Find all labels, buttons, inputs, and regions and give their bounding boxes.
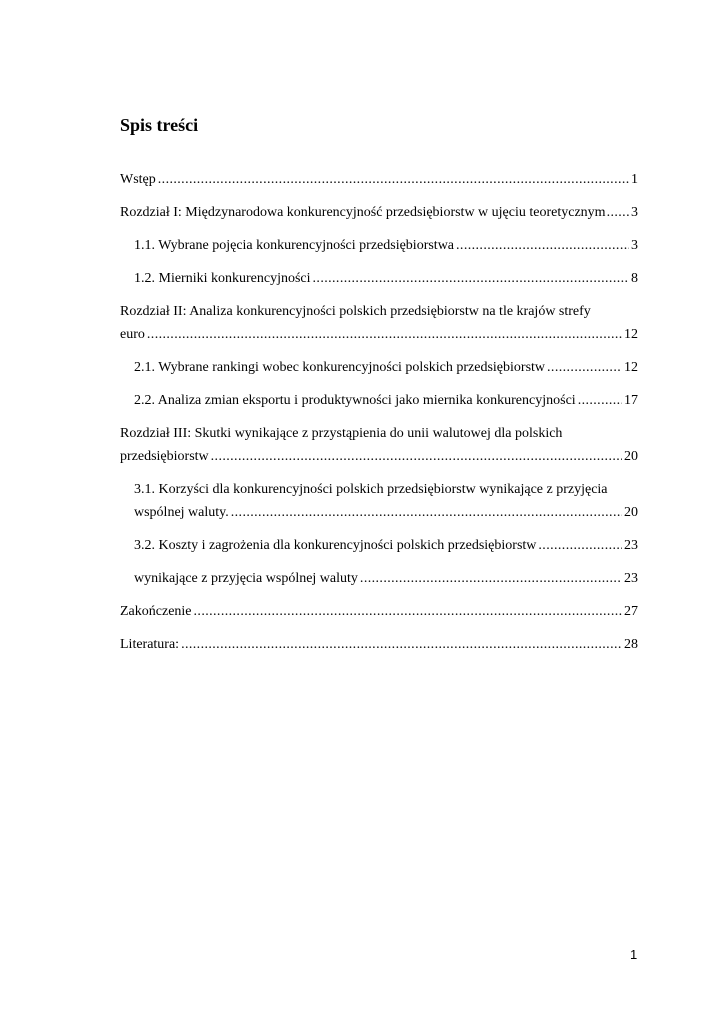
toc-entry-page: 8 <box>631 271 638 286</box>
table-of-contents <box>120 170 638 655</box>
toc-entry-section-3-2[interactable] <box>120 536 638 556</box>
dot-leader <box>538 536 622 556</box>
toc-entry-section-3-2-continued[interactable] <box>120 569 638 589</box>
dot-leader <box>360 569 622 589</box>
dot-leader <box>607 203 630 223</box>
toc-entry-chapter-1[interactable] <box>120 203 638 223</box>
toc-entry-page: 17 <box>624 393 638 408</box>
toc-entry-bibliography[interactable] <box>120 635 638 655</box>
dot-leader <box>231 503 622 523</box>
toc-entry-label: Literatura: <box>120 637 180 652</box>
toc-entry-label: 2.2. Analiza zmian eksportu i produktywności jako miernika konkurencyjności <box>134 393 576 408</box>
toc-entry-page: 23 <box>624 571 638 586</box>
dot-leader <box>456 236 629 256</box>
toc-entry-section-1-2[interactable] <box>120 269 638 289</box>
toc-entry-page: 20 <box>624 505 638 520</box>
toc-entry-label: 1.2. Mierniki konkurencyjności <box>134 271 311 286</box>
dot-leader <box>158 170 629 190</box>
toc-entry-page: 3 <box>631 238 638 253</box>
toc-entry-label: Rozdział III: Skutki wynikające z przystąpienia do unii walutowej dla polskich <box>120 426 563 441</box>
dot-leader <box>313 269 629 289</box>
page-number: 1 <box>630 947 638 962</box>
toc-entry-label: 2.1. Wybrane rankingi wobec konkurencyjności polskich przedsiębiorstw <box>134 360 546 375</box>
dot-leader <box>181 635 622 655</box>
toc-entry-introduction[interactable] <box>120 170 638 190</box>
toc-entry-section-2-1[interactable] <box>120 358 638 378</box>
toc-entry-label: Wstęp <box>120 172 156 187</box>
toc-entry-chapter-3[interactable] <box>120 424 638 467</box>
toc-entry-label: Rozdział I: Międzynarodowa konkurencyjność przedsiębiorstw w ujęciu teoretycznym <box>120 205 606 220</box>
toc-entry-label: wynikające z przyjęcia wspólnej waluty <box>134 571 358 586</box>
toc-entry-label-continued: wspólnej waluty. <box>134 505 229 520</box>
toc-entry-page: 28 <box>624 637 638 652</box>
toc-entry-page: 12 <box>624 360 638 375</box>
toc-entry-page: 23 <box>624 538 638 553</box>
toc-entry-label: Rozdział II: Analiza konkurencyjności polskich przedsiębiorstw na tle krajów strefy <box>120 304 591 319</box>
toc-entry-label-continued: przedsiębiorstw <box>120 449 209 464</box>
toc-entry-section-1-1[interactable] <box>120 236 638 256</box>
toc-entry-label-continued: euro <box>120 327 145 342</box>
toc-title: Spis treści <box>120 115 199 135</box>
toc-entry-section-2-2[interactable] <box>120 391 638 411</box>
toc-entry-page: 3 <box>631 205 638 220</box>
dot-leader <box>578 391 622 411</box>
toc-entry-page: 1 <box>631 172 638 187</box>
toc-entry-label: Zakończenie <box>120 604 192 619</box>
dot-leader <box>194 602 622 622</box>
dot-leader <box>547 358 622 378</box>
dot-leader <box>147 325 622 345</box>
toc-entry-label: 3.1. Korzyści dla konkurencyjności polskich przedsiębiorstw wynikające z przyjęcia <box>134 482 608 497</box>
toc-entry-label: 1.1. Wybrane pojęcia konkurencyjności przedsiębiorstwa <box>134 238 455 253</box>
toc-entry-page: 27 <box>624 604 638 619</box>
toc-entry-conclusion[interactable] <box>120 602 638 622</box>
toc-entry-label: 3.2. Koszty i zagrożenia dla konkurencyjności polskich przedsiębiorstw <box>134 538 537 553</box>
toc-entry-chapter-2[interactable] <box>120 302 638 345</box>
toc-entry-page: 20 <box>624 449 638 464</box>
toc-entry-page: 12 <box>624 327 638 342</box>
toc-entry-section-3-1[interactable] <box>120 480 638 523</box>
dot-leader <box>211 447 622 467</box>
